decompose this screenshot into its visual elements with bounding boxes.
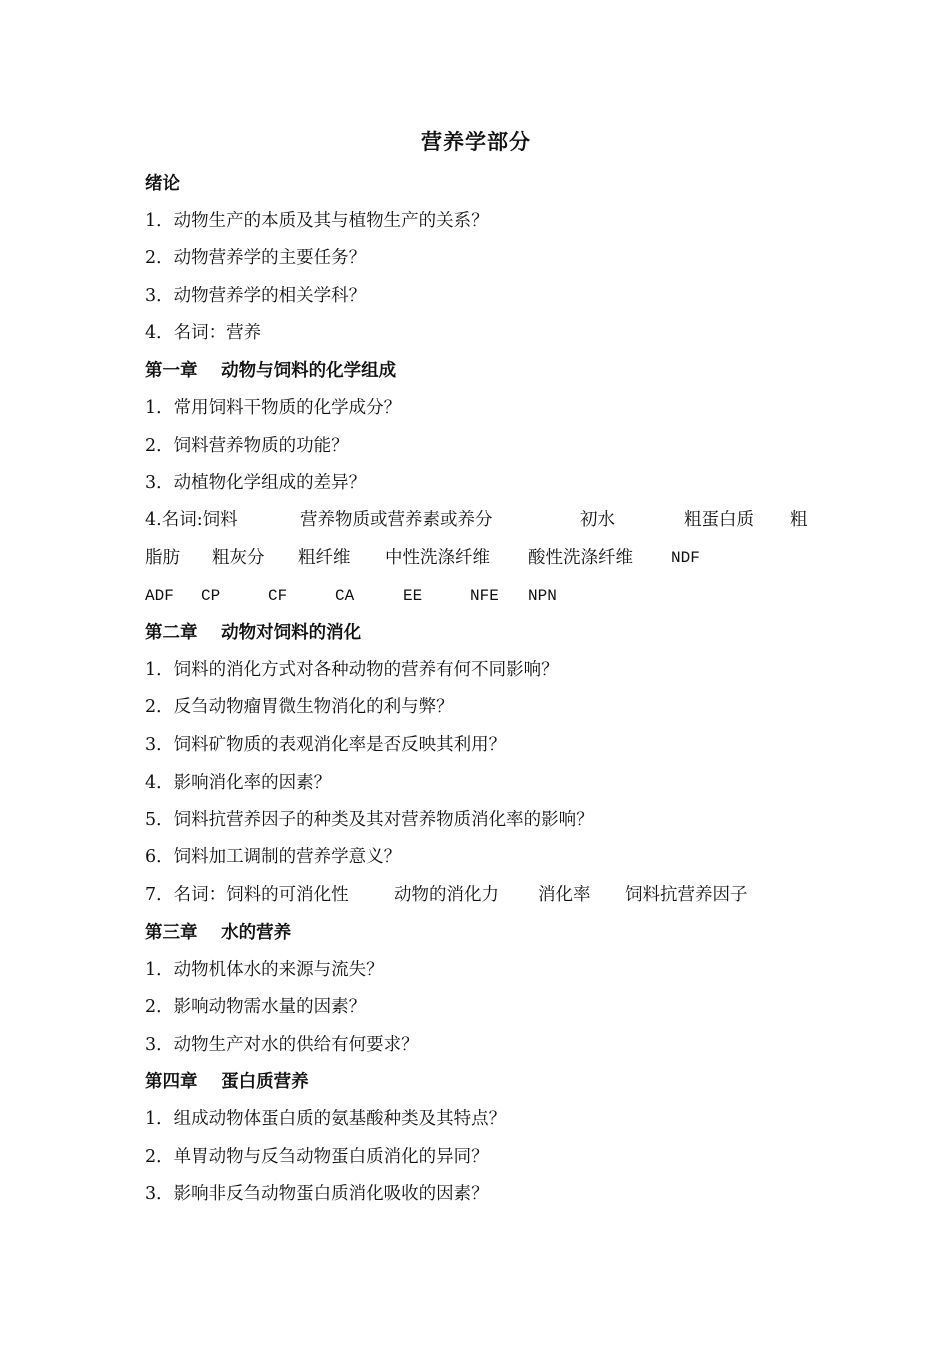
list-item: 2．影响动物需水量的因素？ [145, 997, 367, 1017]
term: CF [268, 587, 288, 605]
term: 粗蛋白质 [684, 510, 754, 530]
page-title: 营养学部分 [421, 130, 531, 154]
section-heading-ch1: 第一章 动物与饲料的化学组成 [145, 361, 397, 381]
section-heading-ch2: 第二章 动物对饲料的消化 [145, 623, 362, 643]
term: CP [201, 587, 221, 605]
term: NPN [528, 587, 557, 605]
terms-row [0, 546, 952, 570]
term: 4.名词:饲料 [145, 510, 238, 530]
term: 营养物质或营养素或养分 [300, 510, 493, 530]
term: 中性洗涤纤维 [385, 548, 490, 568]
section-heading-ch4: 第四章 蛋白质营养 [145, 1072, 309, 1092]
section-heading-ch3: 第三章 水的营养 [145, 923, 292, 943]
list-item: 5．饲料抗营养因子的种类及其对营养物质消化率的影响？ [145, 810, 594, 830]
term: 粗纤维 [298, 548, 351, 568]
list-item: 3．动植物化学组成的差异？ [145, 473, 367, 493]
list-item: 2．饲料营养物质的功能？ [145, 436, 349, 456]
list-item: 3．动物营养学的相关学科？ [145, 286, 367, 306]
term: 初水 [580, 510, 615, 530]
list-item: 1．饲料的消化方式对各种动物的营养有何不同影响？ [145, 660, 559, 680]
list-item: 3．动物生产对水的供给有何要求？ [145, 1035, 419, 1055]
term: 7．名词：饲料的可消化性 [145, 885, 349, 905]
list-item: 1．常用饲料干物质的化学成分？ [145, 398, 402, 418]
term: 脂肪 [145, 548, 180, 568]
term: 酸性洗涤纤维 [528, 548, 633, 568]
term: 动物的消化力 [394, 885, 499, 905]
list-item: 1．动物机体水的来源与流失？ [145, 960, 384, 980]
list-item: 2．反刍动物瘤胃微生物消化的利与弊？ [145, 697, 454, 717]
list-item: 2．单胃动物与反刍动物蛋白质消化的异同？ [145, 1147, 489, 1167]
list-item: 3．饲料矿物质的表观消化率是否反映其利用？ [145, 735, 507, 755]
list-item: 3．影响非反刍动物蛋白质消化吸收的因素？ [145, 1184, 489, 1204]
terms-row [0, 584, 952, 608]
term: 消化率 [538, 885, 591, 905]
term: EE [403, 587, 423, 605]
list-item: 6．饲料加工调制的营养学意义？ [145, 847, 402, 867]
term: NFE [470, 587, 499, 605]
list-item: 4．影响消化率的因素？ [145, 773, 332, 793]
list-item: 1．动物生产的本质及其与植物生产的关系？ [145, 211, 489, 231]
term: 饲料抗营养因子 [625, 885, 748, 905]
section-heading-intro: 绪论 [145, 174, 180, 194]
list-item: 1．组成动物体蛋白质的氨基酸种类及其特点？ [145, 1109, 507, 1129]
term: NDF [671, 549, 700, 567]
terms-row [0, 508, 952, 532]
term: 粗灰分 [212, 548, 265, 568]
list-item: 4．名词：营养 [145, 323, 262, 343]
terms-row [0, 883, 952, 907]
term: CA [335, 587, 355, 605]
term: ADF [145, 587, 174, 605]
list-item: 2．动物营养学的主要任务？ [145, 248, 367, 268]
term: 粗 [790, 510, 808, 530]
